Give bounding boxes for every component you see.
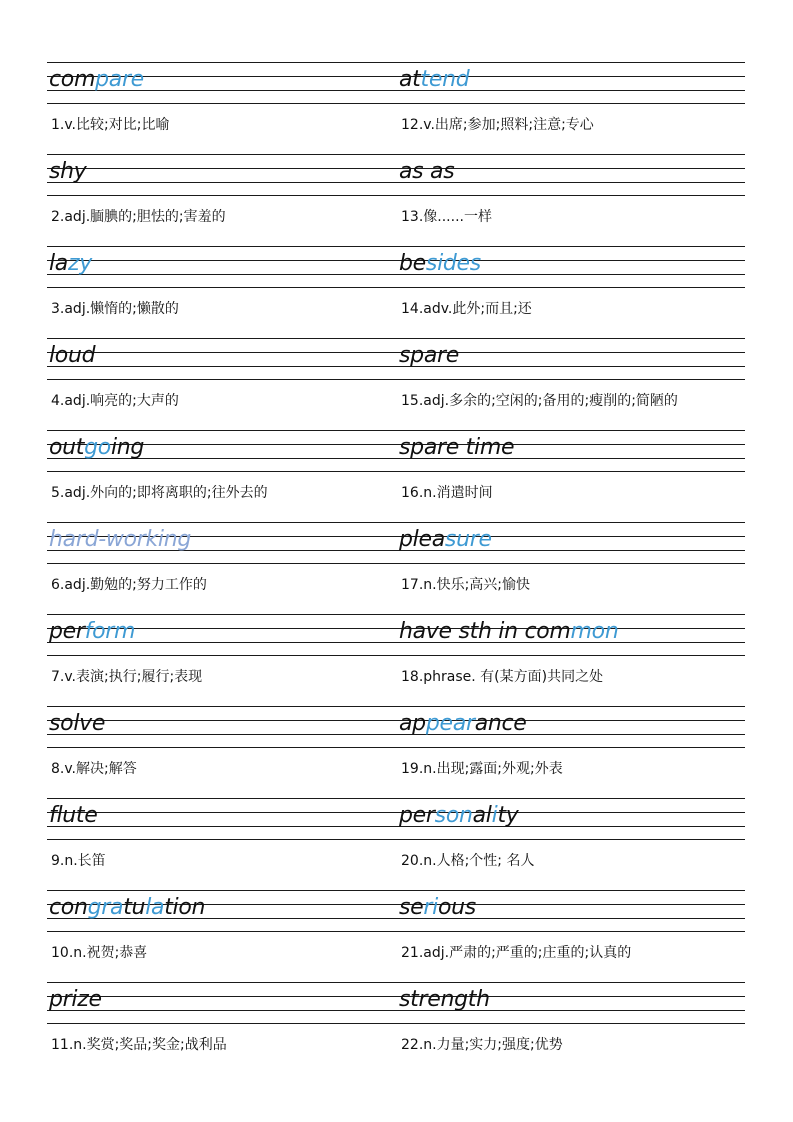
- writing-lines: [47, 614, 745, 656]
- vocab-word: [399, 341, 459, 371]
- word-part: prize: [49, 987, 102, 1012]
- writing-line: [47, 458, 745, 459]
- writing-lines: [47, 798, 745, 840]
- writing-line: [47, 1010, 745, 1011]
- word-part: ty: [497, 803, 519, 828]
- word-part: flute: [49, 803, 98, 828]
- word-highlight: hard-working: [49, 527, 192, 552]
- writing-line: [47, 720, 745, 721]
- vocab-word: [399, 801, 518, 831]
- vocab-word: [399, 709, 527, 739]
- word-part: la: [49, 251, 68, 276]
- writing-lines: [47, 246, 745, 288]
- word-part: out: [49, 435, 85, 460]
- word-part: spare: [399, 343, 459, 368]
- writing-line: [47, 182, 745, 183]
- vocab-word: [399, 249, 481, 279]
- writing-lines: [47, 62, 745, 104]
- vocab-definition: 5.adj.外向的;即将离职的;往外去的: [51, 485, 268, 501]
- vocab-word: [49, 893, 205, 923]
- writing-line: [47, 563, 745, 564]
- writing-lines: [47, 338, 745, 380]
- vocab-definition: 7.v.表演;执行;履行;表现: [51, 669, 203, 685]
- word-part: shy: [49, 159, 87, 184]
- vocab-definition: 13.像......一样: [401, 209, 492, 225]
- writing-line: [47, 90, 745, 91]
- writing-line: [47, 706, 745, 707]
- writing-line: [47, 444, 745, 445]
- writing-lines: [47, 982, 745, 1024]
- writing-line: [47, 655, 745, 656]
- word-highlight: pare: [95, 67, 144, 92]
- writing-line: [47, 366, 745, 367]
- word-part: strength: [399, 987, 490, 1012]
- writing-line: [47, 931, 745, 932]
- vocab-word: [49, 617, 135, 647]
- writing-line: [47, 642, 745, 643]
- word-part: spare time: [399, 435, 515, 460]
- writing-line: [47, 287, 745, 288]
- vocab-row: [0, 890, 793, 982]
- vocab-definition: 15.adj.多余的;空闲的;备用的;瘦削的;简陋的: [401, 393, 678, 409]
- vocab-row: [0, 430, 793, 522]
- writing-line: [47, 471, 745, 472]
- vocab-definition: 11.n.奖赏;奖品;奖金;战利品: [51, 1037, 227, 1053]
- vocab-word: [399, 433, 514, 463]
- vocab-definition: 20.n.人格;个性; 名人: [401, 853, 535, 869]
- word-highlight: ri: [423, 895, 438, 920]
- vocab-definition: 21.adj.严肃的;严重的;庄重的;认真的: [401, 945, 632, 961]
- vocab-definition: 17.n.快乐;高兴;愉快: [401, 577, 531, 593]
- writing-line: [47, 1023, 745, 1024]
- vocab-definition: 6.adj.勤勉的;努力工作的: [51, 577, 207, 593]
- writing-line: [47, 430, 745, 431]
- vocab-word: [49, 249, 92, 279]
- writing-lines: [47, 154, 745, 196]
- word-highlight: son: [434, 803, 473, 828]
- word-highlight: la: [145, 895, 165, 920]
- vocab-row: [0, 154, 793, 246]
- word-part: ance: [474, 711, 527, 736]
- writing-lines: [47, 706, 745, 748]
- word-highlight: sides: [425, 251, 481, 276]
- vocab-definition: 12.v.出席;参加;照料;注意;专心: [401, 117, 594, 133]
- vocab-word: [399, 617, 618, 647]
- word-part: have sth in com: [399, 619, 571, 644]
- vocab-word: [49, 985, 102, 1015]
- vocab-row: [0, 798, 793, 890]
- writing-line: [47, 996, 745, 997]
- vocab-definition: 14.adv.此外;而且;还: [401, 301, 532, 317]
- vocab-definition: 1.v.比较;对比;比喻: [51, 117, 170, 133]
- writing-line: [47, 195, 745, 196]
- word-part: per: [399, 803, 435, 828]
- vocab-word: [49, 341, 95, 371]
- word-part: se: [399, 895, 424, 920]
- word-part: per: [49, 619, 85, 644]
- vocab-definition: 16.n.消遣时间: [401, 485, 493, 501]
- writing-line: [47, 338, 745, 339]
- writing-line: [47, 260, 745, 261]
- writing-line: [47, 76, 745, 77]
- vocab-row: [0, 706, 793, 798]
- vocab-word: [399, 985, 490, 1015]
- writing-line: [47, 246, 745, 247]
- writing-line: [47, 839, 745, 840]
- word-part: tion: [164, 895, 206, 920]
- vocab-word: [49, 709, 105, 739]
- vocab-word: [399, 525, 492, 555]
- word-highlight: sure: [444, 527, 492, 552]
- writing-line: [47, 826, 745, 827]
- word-part: solve: [49, 711, 106, 736]
- vocab-word: [49, 65, 144, 95]
- vocab-definition: 19.n.出现;露面;外观;外表: [401, 761, 563, 777]
- vocab-definition: 22.n.力量;实力;强度;优势: [401, 1037, 563, 1053]
- vocab-row: [0, 982, 793, 1074]
- word-highlight: tend: [420, 67, 470, 92]
- vocab-row: [0, 62, 793, 154]
- vocab-definition: 18.phrase. 有(某方面)共同之处: [401, 669, 604, 685]
- word-part: com: [49, 67, 96, 92]
- vocab-row: [0, 614, 793, 706]
- writing-line: [47, 103, 745, 104]
- writing-line: [47, 522, 745, 523]
- vocab-word: [399, 893, 476, 923]
- word-part: be: [399, 251, 426, 276]
- word-highlight: i: [491, 803, 498, 828]
- word-highlight: gra: [87, 895, 124, 920]
- word-part: tu: [123, 895, 146, 920]
- writing-line: [47, 747, 745, 748]
- writing-line: [47, 274, 745, 275]
- word-part: al: [472, 803, 492, 828]
- vocab-definition: 4.adj.响亮的;大声的: [51, 393, 179, 409]
- vocab-word: [49, 801, 97, 831]
- vocab-word: [399, 157, 454, 187]
- writing-line: [47, 798, 745, 799]
- word-part: plea: [399, 527, 445, 552]
- word-part: ing: [110, 435, 145, 460]
- vocab-definition: 3.adj.懒惰的;懒散的: [51, 301, 179, 317]
- writing-line: [47, 62, 745, 63]
- vocab-definition: 8.v.解决;解答: [51, 761, 137, 777]
- vocab-word: [399, 65, 469, 95]
- writing-line: [47, 982, 745, 983]
- writing-line: [47, 812, 745, 813]
- vocab-definition: 9.n.长笛: [51, 853, 106, 869]
- vocab-word: [49, 157, 87, 187]
- word-highlight: pear: [425, 711, 475, 736]
- writing-line: [47, 168, 745, 169]
- writing-line: [47, 614, 745, 615]
- vocab-row: [0, 338, 793, 430]
- vocab-definition: 2.adj.腼腆的;胆怯的;害羞的: [51, 209, 226, 225]
- writing-line: [47, 154, 745, 155]
- vocab-row: [0, 246, 793, 338]
- vocab-word: [49, 433, 144, 463]
- word-part: con: [49, 895, 88, 920]
- word-highlight: form: [84, 619, 136, 644]
- writing-line: [47, 890, 745, 891]
- vocab-definition: 10.n.祝贺;恭喜: [51, 945, 148, 961]
- vocab-word: [49, 525, 191, 555]
- word-highlight: zy: [68, 251, 92, 276]
- writing-lines: [47, 430, 745, 472]
- vocabulary-sheet: [0, 62, 793, 1074]
- writing-line: [47, 379, 745, 380]
- word-highlight: mon: [570, 619, 619, 644]
- writing-line: [47, 352, 745, 353]
- word-part: ous: [437, 895, 476, 920]
- word-part: loud: [49, 343, 96, 368]
- word-part: ap: [399, 711, 426, 736]
- word-part: at: [399, 67, 421, 92]
- writing-line: [47, 628, 745, 629]
- writing-line: [47, 734, 745, 735]
- word-part: as as: [399, 159, 455, 184]
- word-highlight: go: [84, 435, 111, 460]
- vocab-row: [0, 522, 793, 614]
